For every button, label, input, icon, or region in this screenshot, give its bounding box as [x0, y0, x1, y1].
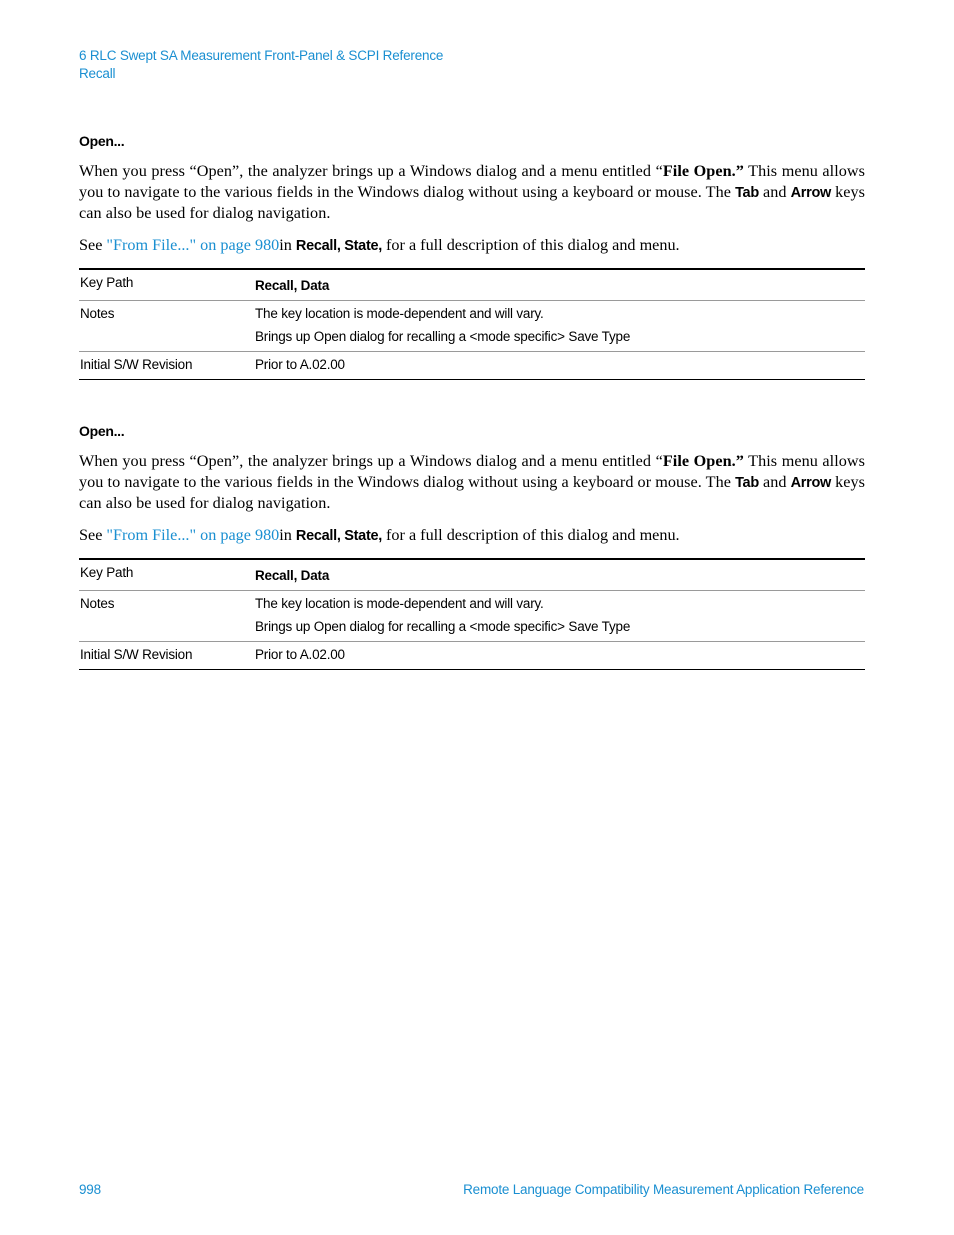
- revision-value: Prior to A.02.00: [254, 352, 865, 380]
- from-file-link[interactable]: "From File..." on page 980: [106, 235, 280, 254]
- notes-line: The key location is mode-dependent and will vary.: [255, 596, 544, 611]
- chapter-line: 6 RLC Swept SA Measurement Front-Panel & SCPI Reference: [79, 48, 444, 63]
- notes-label: Notes: [79, 301, 254, 352]
- key-path-value: Recall, Data: [255, 278, 330, 293]
- table-row: [79, 352, 865, 380]
- key-path-cell: [254, 559, 865, 591]
- running-header: [79, 47, 443, 83]
- table-row: [79, 269, 865, 301]
- para-text: and: [758, 182, 791, 201]
- revision-value: Prior to A.02.00: [254, 642, 865, 670]
- key-path-value: Recall, Data: [255, 568, 330, 583]
- page-number: 998: [79, 1182, 101, 1197]
- description-paragraph: [79, 161, 865, 224]
- see-also-paragraph: [79, 525, 865, 547]
- notes-label: Notes: [79, 591, 254, 642]
- key-path-cell: [254, 269, 865, 301]
- see-text: in: [279, 525, 296, 544]
- notes-cell: [254, 301, 865, 352]
- table-row: [79, 301, 865, 352]
- para-text: This menu allows you to navigate to the various fields in the Windows dialog without using a keyboard or mouse. The: [79, 452, 865, 491]
- recall-state-ref: Recall, State,: [295, 527, 382, 544]
- para-text: When you press “Open”, the analyzer brings up a Windows dialog and a menu entitled “: [79, 452, 663, 470]
- document-title: Remote Language Compatibility Measurement Application Reference: [463, 1182, 864, 1197]
- table-row: [79, 591, 865, 642]
- key-name-tab: Tab: [735, 184, 759, 201]
- section-title: Open...: [79, 133, 125, 149]
- open-section-2: [79, 421, 865, 670]
- description-paragraph: [79, 451, 865, 514]
- revision-label: Initial S/W Revision: [79, 352, 254, 380]
- key-name-arrow: Arrow: [790, 184, 832, 201]
- para-text: keys can also be used for dialog navigation.: [79, 472, 866, 512]
- key-name-tab: Tab: [735, 474, 759, 491]
- see-text: in: [279, 235, 296, 254]
- recall-state-ref: Recall, State,: [295, 237, 382, 254]
- para-text: keys can also be used for dialog navigation.: [79, 182, 866, 222]
- key-info-table: [79, 558, 865, 670]
- menu-name: File Open.”: [662, 452, 744, 470]
- open-section-1: [79, 131, 865, 380]
- key-path-label: Key Path: [79, 559, 254, 591]
- notes-line: The key location is mode-dependent and will vary.: [255, 306, 544, 321]
- see-text: for a full description of this dialog and menu.: [381, 525, 680, 544]
- see-text: for a full description of this dialog and menu.: [381, 235, 680, 254]
- para-text: This menu allows you to navigate to the various fields in the Windows dialog without using a keyboard or mouse. The: [79, 162, 865, 201]
- notes-line: Brings up Open dialog for recalling a <mode specific> Save Type: [255, 619, 631, 634]
- notes-line: Brings up Open dialog for recalling a <mode specific> Save Type: [255, 329, 631, 344]
- notes-cell: [254, 591, 865, 642]
- table-row: [79, 642, 865, 670]
- see-text: See: [79, 525, 107, 544]
- key-name-arrow: Arrow: [790, 474, 832, 491]
- see-also-paragraph: [79, 235, 865, 257]
- revision-label: Initial S/W Revision: [79, 642, 254, 670]
- from-file-link[interactable]: "From File..." on page 980: [106, 525, 280, 544]
- see-text: See: [79, 235, 107, 254]
- table-row: [79, 559, 865, 591]
- para-text: When you press “Open”, the analyzer brings up a Windows dialog and a menu entitled “: [79, 162, 663, 180]
- section-line: Recall: [79, 66, 116, 81]
- section-title: Open...: [79, 423, 125, 439]
- key-path-label: Key Path: [79, 269, 254, 301]
- key-info-table: [79, 268, 865, 380]
- para-text: and: [758, 472, 791, 491]
- menu-name: File Open.”: [662, 162, 744, 180]
